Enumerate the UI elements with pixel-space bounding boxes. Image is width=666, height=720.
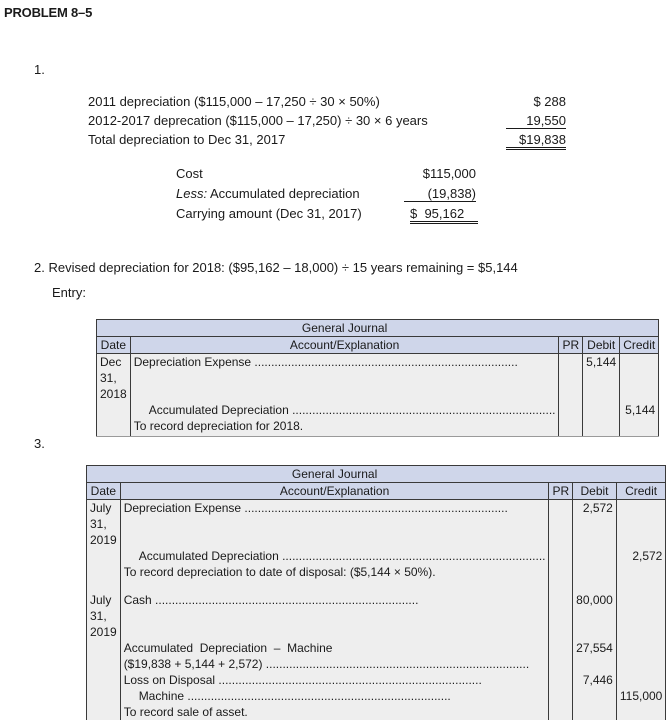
col-pr: PR [559,337,583,354]
part-2-revised-depreciation: 2. Revised depreciation for 2018: ($95,162 – 18,000) ÷ 15 years remaining = $5,144 [34,260,518,275]
row-date: Dec 31, 2018 [97,354,131,403]
col-account: Account/Explanation [120,483,549,500]
row-debit: 27,554 [573,640,617,656]
journal-row [97,402,659,418]
row-account: Loss on Disposal ..... [124,672,546,688]
less-label: Less: [176,186,208,201]
accumulated-depreciation-amount: (19,838) [404,186,476,202]
page-title: PROBLEM 8–5 [4,5,93,20]
row-debit: 7,446 [573,672,617,688]
depreciation-amount-2011: $ 288 [533,94,566,109]
col-credit: Credit [616,483,666,500]
journal-row [87,592,666,640]
col-pr: PR [549,483,573,500]
accumulated-depreciation-label [176,186,360,201]
row-date: July 31, 2019 [87,500,121,549]
journal-table-2019 [86,465,666,720]
journal-row [87,688,666,704]
row-account: Depreciation Expense ..... [124,500,546,516]
journal-row [87,656,666,672]
total-depreciation-line: Total depreciation to Dec 31, 2017 [88,132,286,147]
col-credit: Credit [620,337,659,354]
row-account-calc: ($19,838 + 5,144 + 2,572) ..... [124,656,546,672]
journal-title: General Journal [120,466,549,483]
journal-row [87,564,666,580]
row-debit: 5,144 [583,354,620,403]
journal-row [87,672,666,688]
journal-row [87,500,666,549]
journal-row [87,548,666,564]
row-explanation: To record sale of asset. [120,704,549,720]
row-account: Machine ..... [139,688,546,704]
carrying-amount-value: $ 95,162 [410,206,478,224]
col-date: Date [87,483,121,500]
journal-row [97,418,659,437]
accum-dep-text: Accumulated depreciation [207,186,360,201]
row-account: Depreciation Expense ..... [134,354,556,370]
row-credit: 2,572 [616,548,666,564]
journal-row [87,704,666,720]
row-date: July 31, 2019 [87,592,121,640]
row-account: Accumulated Depreciation ..... [139,548,546,564]
carrying-amount-label: Carrying amount (Dec 31, 2017) [176,206,362,221]
row-credit [620,354,659,403]
journal-table-2018 [96,319,659,437]
part-1-number: 1. [34,62,45,77]
cost-amount: $115,000 [422,166,476,181]
row-debit: 80,000 [573,592,617,640]
row-account: Accumulated Depreciation – Machine [120,640,549,656]
part-3-number: 3. [34,436,45,451]
depreciation-line-2011: 2011 depreciation ($115,000 – 17,250 ÷ 30 × 50%) [88,94,380,109]
row-debit: 2,572 [573,500,617,549]
depreciation-amount-2012-2017: 19,550 [506,113,566,129]
col-account: Account/Explanation [130,337,559,354]
col-debit: Debit [573,483,617,500]
row-account: Cash ..... [124,592,546,608]
col-debit: Debit [583,337,620,354]
journal-row [97,354,659,403]
part-2-entry-label: Entry: [52,285,86,300]
col-date: Date [97,337,131,354]
depreciation-line-2012-2017: 2012-2017 deprecation ($115,000 – 17,250) ÷ 30 × 6 years [88,113,428,128]
cost-label: Cost [176,166,203,181]
journal-row [87,640,666,656]
journal-title: General Journal [130,320,559,337]
row-credit: 115,000 [616,688,666,704]
total-depreciation-amount: $19,838 [506,132,566,150]
row-explanation: To record depreciation to date of disposal: ($5,144 × 50%). [120,564,549,580]
row-account: Accumulated Depreciation ..... [149,402,556,418]
row-credit: 5,144 [620,402,659,418]
row-explanation: To record depreciation for 2018. [130,418,559,437]
